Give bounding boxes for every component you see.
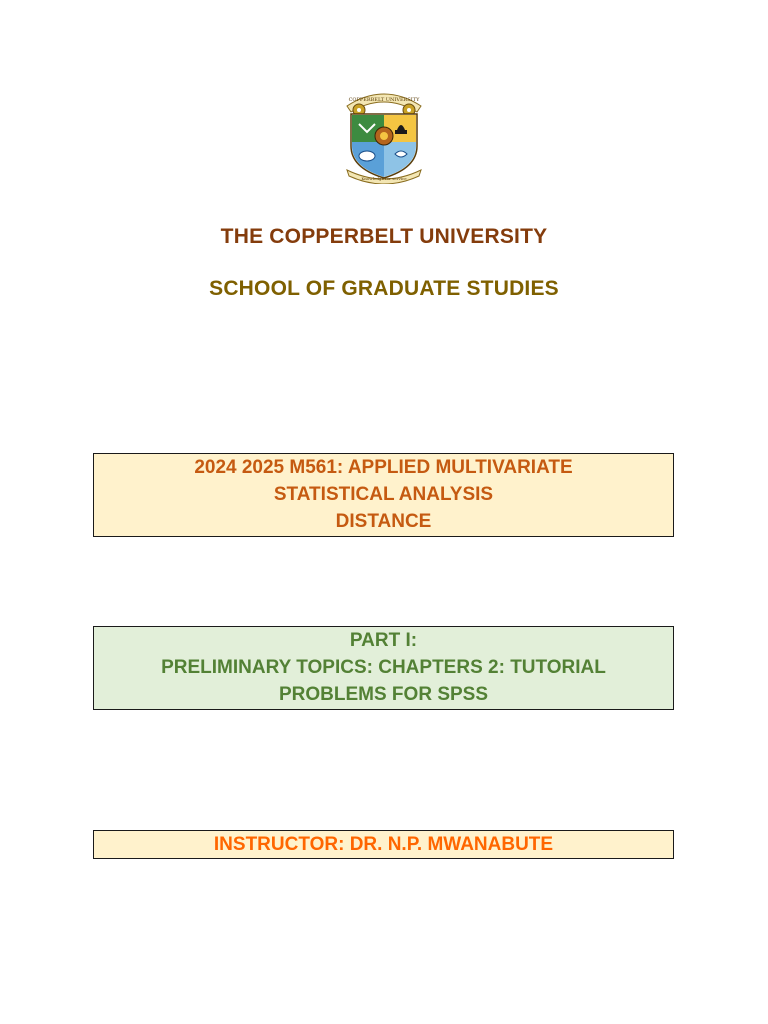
part-line-1: PART I: — [349, 630, 418, 651]
course-line-2: STATISTICAL ANALYSIS — [273, 484, 494, 505]
university-title: THE COPPERBELT UNIVERSITY — [220, 225, 548, 248]
part-line-2: PRELIMINARY TOPICS: CHAPTERS 2: TUTORIAL — [161, 657, 606, 678]
school-title: SCHOOL OF GRADUATE STUDIES — [209, 277, 559, 300]
course-line-1: 2024 2025 M561: APPLIED MULTIVARIATE — [194, 457, 573, 478]
university-crest-logo — [337, 84, 431, 184]
course-line-3: DISTANCE — [335, 511, 432, 532]
instructor-text: INSTRUCTOR: DR. N.P. MWANABUTE — [213, 834, 554, 855]
crest-motto-text: Knowledge for service — [361, 176, 407, 181]
crest-arc-text: COPPERBELT UNIVERSITY — [348, 97, 420, 103]
part-line-3: PROBLEMS FOR SPSS — [278, 684, 489, 705]
instructor-box — [93, 830, 674, 859]
course-box — [93, 453, 674, 537]
part-box — [93, 626, 674, 710]
